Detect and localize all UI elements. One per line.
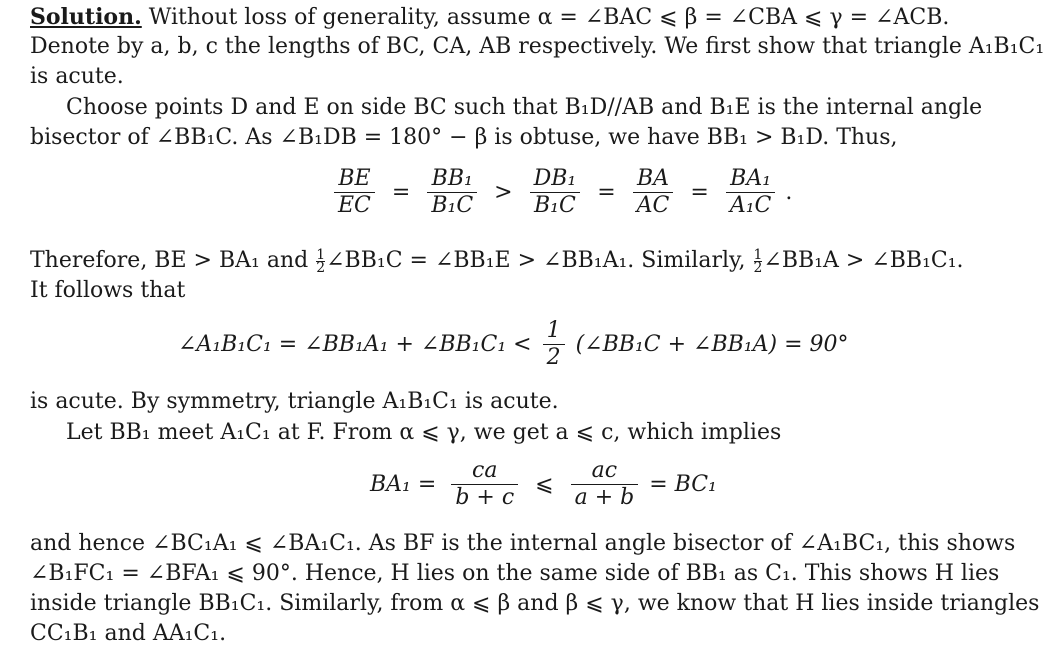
solution-line-3: is acute. <box>30 64 124 89</box>
fraction: $\frac{BE}{EC}$ <box>334 166 375 219</box>
para3-line-2: It follows that <box>30 278 186 303</box>
para5-line-3: inside triangle BB₁C₁. Similarly, from α ⩽ β and β ⩽ γ, we know that H lies inside triangles <box>30 591 1040 616</box>
solution-line-2: Denote by a, b, c the lengths of BC, CA, AB respectively. We first show that triangle A₁B₁C₁ <box>30 34 1045 59</box>
fraction: $\frac{\text{BA₁}}{\text{A₁C}}$ <box>726 166 776 219</box>
solution-label: Solution. <box>30 4 142 30</box>
para4-line-1: is acute. By symmetry, triangle A₁B₁C₁ is acute. <box>30 389 559 414</box>
equation-ratio-chain: $\frac{BE}{EC}$ = $\frac{\text{BB₁}}{\text{B₁C}}$ > $\frac{\text{DB₁}}{\text{B₁C}}$ = $\frac{BA}{AC}$ = $\frac{\text{BA₁}}{\text{A₁C}}$ . <box>330 166 798 219</box>
para5-line-4: CC₁B₁ and AA₁C₁. <box>30 621 227 646</box>
para5-line-2: ∠B₁FC₁ = ∠BFA₁ ⩽ 90°. Hence, H lies on the same side of BB₁ as C₁. This shows H lies <box>30 561 1000 586</box>
fraction: $\frac{ac}{a + b}$ <box>571 458 639 511</box>
fraction: $\frac{\text{DB₁}}{\text{B₁C}}$ <box>530 166 581 219</box>
fraction: $\frac{ca}{b + c}$ <box>451 458 518 511</box>
equation-side-comparison: BA₁ = $\frac{ca}{b + c}$ ⩽ $\frac{ac}{a + b}$ = BC₁ <box>370 458 717 510</box>
fraction: $\frac{1}{2}$ <box>543 318 565 371</box>
half-fraction: $\frac{1}{2}$ <box>316 246 326 276</box>
half-fraction: $\frac{1}{2}$ <box>753 246 763 276</box>
solution-line-1 <box>30 2 949 33</box>
para2-line-1: Choose points D and E on side BC such that B₁D//AB and B₁E is the internal angle <box>66 95 983 120</box>
equation-angle-sum: ∠A₁B₁C₁ = ∠BB₁A₁ + ∠BB₁C₁ < $\frac{1}{2}$ (∠BB₁C + ∠BB₁A) = 90° <box>178 318 849 370</box>
para3-line-1: Therefore, BE > BA₁ and $\frac{1}{2}$ ∠BB₁C = ∠BB₁E > ∠BB₁A₁. Similarly, $\frac{1}{2}$ ∠BB₁A > ∠BB₁C₁. <box>30 246 964 276</box>
text-fragment: Without loss of generality, assume α = ∠BAC ⩽ β = ∠CBA ⩽ γ = ∠ACB. <box>141 5 950 30</box>
para5-line-1: and hence ∠BC₁A₁ ⩽ ∠BA₁C₁. As BF is the internal angle bisector of ∠A₁BC₁, this shows <box>30 531 1016 556</box>
para4-line-2: Let BB₁ meet A₁C₁ at F. From α ⩽ γ, we get a ⩽ c, which implies <box>66 420 782 445</box>
para2-line-2: bisector of ∠BB₁C. As ∠B₁DB = 180° − β is obtuse, we have BB₁ > B₁D. Thus, <box>30 125 898 150</box>
fraction: $\frac{\text{BB₁}}{\text{B₁C}}$ <box>427 166 477 219</box>
fraction: $\frac{BA}{AC}$ <box>633 166 674 219</box>
